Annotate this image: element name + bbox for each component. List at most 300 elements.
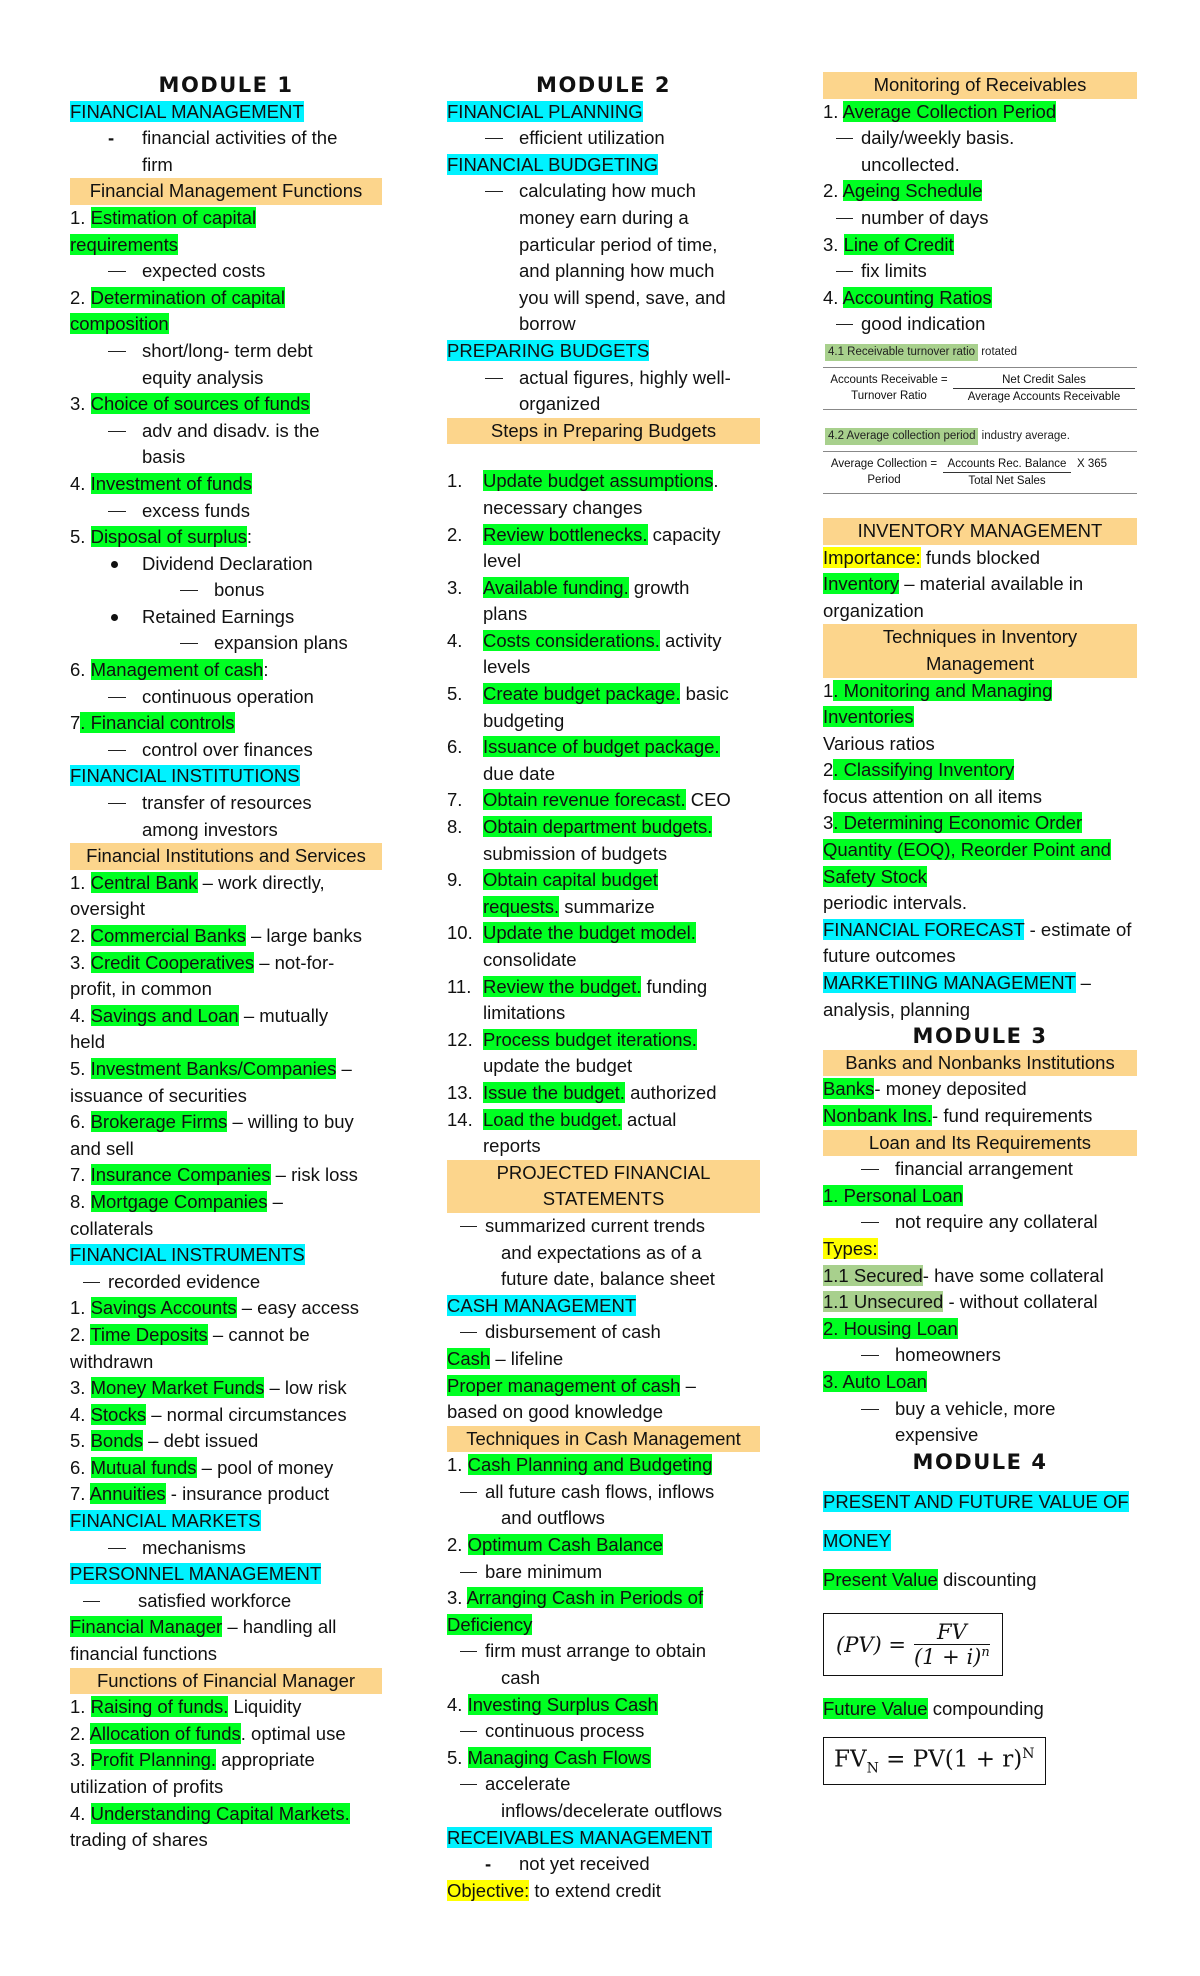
note: future outcomes xyxy=(823,945,956,967)
monitoring-item xyxy=(823,99,1137,126)
list-item-desc: – xyxy=(336,1057,352,1079)
note: actual figures, highly well- xyxy=(447,365,760,392)
inventory-technique xyxy=(823,678,1137,705)
inventory-technique-label: . Monitoring and Managing xyxy=(833,679,1053,701)
step-desc: level xyxy=(483,550,522,572)
note: homeowners xyxy=(823,1342,1137,1369)
list-item-desc: – debt issued xyxy=(143,1430,259,1452)
note: financial functions xyxy=(70,1643,218,1665)
note: you will spend, save, and xyxy=(519,286,726,308)
inventory-technique-label: Quantity (EOQ), Reorder Point and xyxy=(823,839,1111,861)
inventory-technique-label: . Classifying Inventory xyxy=(833,759,1015,781)
note: excess funds xyxy=(70,498,382,525)
step-desc: submission of budgets xyxy=(483,842,668,864)
list-item-desc: – mutually xyxy=(238,1004,329,1026)
step-label: Available funding. xyxy=(483,576,629,598)
future-value-line: Future Value compounding xyxy=(823,1698,1044,1720)
step-label: Obtain capital budget xyxy=(483,869,658,891)
list-item-desc: – cannot be xyxy=(207,1323,310,1345)
list-item-desc: profit, in common xyxy=(70,978,212,1000)
note: satisfied workforce xyxy=(70,1588,382,1615)
list-item-desc: – low risk xyxy=(264,1377,347,1399)
step-label: Process budget iterations. xyxy=(483,1028,697,1050)
list-item xyxy=(70,1801,382,1828)
list-item-label: Annuities xyxy=(89,1483,166,1505)
note: organization xyxy=(823,599,924,621)
list-number: 2. xyxy=(70,925,91,946)
list-item xyxy=(70,1295,382,1322)
step-desc: activity xyxy=(659,629,722,651)
note: future date, balance sheet xyxy=(501,1268,715,1290)
list-item-desc: – willing to buy xyxy=(227,1111,354,1133)
note: equity analysis xyxy=(142,366,264,388)
step-desc: funding xyxy=(641,975,708,997)
list-item-desc: utilization of profits xyxy=(70,1776,224,1797)
list-item-label: Savings and Loan xyxy=(90,1004,239,1026)
step-desc: summarize xyxy=(559,895,655,917)
list-item-desc: appropriate xyxy=(216,1749,315,1771)
fv-formula: $FV_N = PV(1 + r)^N$ xyxy=(823,1737,1046,1785)
step-desc: limitations xyxy=(483,1002,566,1024)
list-item xyxy=(70,870,382,897)
step-item xyxy=(447,734,760,761)
note: firm xyxy=(142,153,173,175)
step-item xyxy=(447,1027,760,1054)
step-label: Issue the budget. xyxy=(483,1081,625,1103)
cash-line: Cash – lifeline xyxy=(447,1347,564,1369)
step-number: 1. xyxy=(447,470,463,492)
note: financial arrangement xyxy=(823,1156,1137,1183)
note: firm must arrange to obtain xyxy=(447,1638,760,1665)
list-item-desc: – normal circumstances xyxy=(146,1403,347,1425)
monitoring-item xyxy=(823,285,1137,312)
marketing-line: MARKETIING MANAGEMENT – xyxy=(823,972,1091,994)
note: among investors xyxy=(142,818,278,840)
list-number: 7. xyxy=(70,1164,91,1186)
list-item-label: Central Bank xyxy=(90,871,198,893)
monitoring-label: Ageing Schedule xyxy=(842,180,983,202)
step-number: 14. xyxy=(447,1108,473,1130)
note: not require any collateral xyxy=(823,1209,1137,1236)
bullet-item: Dividend Declaration xyxy=(70,551,382,578)
note: uncollected. xyxy=(861,153,960,175)
note: transfer of resources xyxy=(70,790,382,817)
list-item xyxy=(70,1402,382,1429)
heading-preparing-budgets: PREPARING BUDGETS xyxy=(447,339,650,361)
inventory-technique xyxy=(823,864,1137,891)
step-number: 2. xyxy=(447,523,463,545)
note: inflows/decelerate outflows xyxy=(501,1800,723,1821)
column-module-3-4 xyxy=(823,72,1137,1785)
list-item: 1. Estimation of capital xyxy=(70,206,257,228)
financial-manager-line: Financial Manager – handling all xyxy=(70,1616,337,1638)
technique-label: Investing Surplus Cash xyxy=(467,1693,658,1715)
list-item-desc: – xyxy=(267,1190,283,1212)
list-number: 4. xyxy=(70,1004,91,1026)
step-item xyxy=(447,1107,760,1134)
proper-management-line: Proper management of cash – xyxy=(447,1374,696,1396)
technique-item xyxy=(447,1745,760,1772)
band-loan-requirements: Loan and Its Requirements xyxy=(823,1130,1137,1157)
note: summarized current trends xyxy=(447,1213,760,1240)
step-desc: necessary changes xyxy=(483,496,643,518)
list-item xyxy=(70,1694,382,1721)
list-number: 4. xyxy=(447,1693,468,1715)
band-monitoring-receivables: Monitoring of Receivables xyxy=(823,72,1137,99)
list-item-label: Brokerage Firms xyxy=(90,1111,228,1133)
list-number: 8. xyxy=(70,1190,91,1212)
step-label: Obtain revenue forecast. xyxy=(483,789,686,811)
step-label: Issuance of budget package. xyxy=(483,736,720,758)
step-label: Costs considerations. xyxy=(483,629,660,651)
technique-item xyxy=(447,1532,760,1559)
list-item: 3. Choice of sources of funds xyxy=(70,393,310,415)
importance-line: Importance: funds blocked xyxy=(823,546,1040,568)
module-4-heading: MODULE 4 xyxy=(912,1449,1048,1474)
step-label: Update budget assumptions xyxy=(483,470,714,492)
step-number: 13. xyxy=(447,1081,473,1103)
forecast-line: FINANCIAL FORECAST - estimate of xyxy=(823,918,1132,940)
heading-financial-markets: FINANCIAL MARKETS xyxy=(70,1510,261,1532)
list-item-label: Raising of funds. xyxy=(90,1696,229,1718)
step-item xyxy=(447,920,760,947)
note: disbursement of cash xyxy=(447,1319,760,1346)
note: focus attention on all items xyxy=(823,785,1043,807)
note: money earn during a xyxy=(519,206,689,228)
average-collection-figure: 4.2 Average collection period industry average. Average Collection = Period Accounts Rec. Balance Total Net Sales X 365 xyxy=(823,426,1137,496)
list-item-desc: – easy access xyxy=(236,1297,359,1319)
list-number: 5. xyxy=(447,1746,468,1768)
band-institutions-services: Financial Institutions and Services xyxy=(70,843,382,870)
step-desc: CEO xyxy=(685,789,731,811)
inventory-line: Inventory – material available in xyxy=(823,573,1084,595)
list-item-label: Commercial Banks xyxy=(90,925,246,946)
technique-item xyxy=(447,1585,760,1612)
inventory-technique-label: Safety Stock xyxy=(823,865,927,887)
step-item xyxy=(447,814,760,841)
module-3-heading: MODULE 3 xyxy=(912,1024,1048,1049)
band-techniques-cash: Techniques in Cash Management xyxy=(447,1426,760,1453)
list-item-desc: - insurance product xyxy=(165,1483,330,1505)
heading-financial-management: FINANCIAL MANAGEMENT xyxy=(70,100,304,122)
note: basis xyxy=(142,446,186,468)
technique-label: Arranging Cash in Periods of xyxy=(466,1587,704,1609)
note: and expectations as of a xyxy=(501,1241,702,1263)
list-item-desc: withdrawn xyxy=(70,1350,154,1372)
note: and outflows xyxy=(501,1507,605,1529)
step-item xyxy=(447,867,760,894)
pv-formula: (PV) = $\frac{FV}{(1 + i)^n}$ xyxy=(823,1613,1003,1676)
step-desc: reports xyxy=(483,1135,541,1157)
step-label: Update the budget model. xyxy=(483,922,696,944)
note: good indication xyxy=(823,311,1137,338)
list-number: 7. xyxy=(70,1483,90,1505)
personal-loan-label: 1. Personal Loan xyxy=(823,1184,963,1206)
techniques-list xyxy=(447,1452,760,1824)
list-item-label: Time Deposits xyxy=(90,1323,208,1345)
step-item xyxy=(447,468,760,495)
heading-financial-institutions: FINANCIAL INSTITUTIONS xyxy=(70,765,300,787)
technique-label: Cash Planning and Budgeting xyxy=(467,1454,713,1476)
list-item: 5. Disposal of surplus: xyxy=(70,526,253,548)
list-number: 2. xyxy=(70,1722,90,1744)
heading-money: MONEY xyxy=(823,1529,891,1551)
list-item-desc: . optimal use xyxy=(240,1722,346,1744)
list-item-label: Mortgage Companies xyxy=(90,1190,268,1212)
step-item-cont xyxy=(447,894,760,921)
step-number: 8. xyxy=(447,816,463,838)
housing-loan-label: 2. Housing Loan xyxy=(823,1317,958,1339)
note: expected costs xyxy=(70,258,382,285)
step-desc: due date xyxy=(483,762,556,784)
list-number: 3 xyxy=(823,812,834,834)
fm-functions-list xyxy=(70,1694,382,1854)
step-number: 9. xyxy=(447,869,463,891)
note: continuous process xyxy=(447,1718,760,1745)
note: expansion plans xyxy=(70,630,382,657)
list-number: 5. xyxy=(70,1057,91,1079)
list-item xyxy=(70,923,382,950)
note: Various ratios xyxy=(823,732,935,754)
list-number: 6. xyxy=(70,1456,91,1478)
institutions-list xyxy=(70,870,382,1242)
list-item xyxy=(70,1481,382,1508)
list-item: 6. Management of cash: xyxy=(70,659,269,681)
note: expensive xyxy=(895,1424,979,1446)
technique-label: Optimum Cash Balance xyxy=(467,1534,663,1556)
list-number: 1. xyxy=(447,1454,468,1476)
list-number: 1. xyxy=(70,1696,91,1718)
module-1-heading: MODULE 1 xyxy=(158,73,294,97)
note: adv and disadv. is the xyxy=(70,418,382,445)
list-number: 2 xyxy=(823,759,834,781)
list-item-label: Investment Banks/Companies xyxy=(90,1057,337,1079)
note: analysis, planning xyxy=(823,998,971,1020)
note: bonus xyxy=(70,577,382,604)
technique-label: Deficiency xyxy=(447,1613,533,1635)
step-label: Create budget package. xyxy=(483,683,681,705)
auto-loan-label: 3. Auto Loan xyxy=(823,1370,927,1392)
list-number: 3. xyxy=(447,1587,467,1609)
list-item-desc: trading of shares xyxy=(70,1829,208,1851)
list-number: 3. xyxy=(70,1377,91,1399)
step-label: Obtain department budgets. xyxy=(483,816,713,838)
bullet-item: Retained Earnings xyxy=(70,604,382,631)
note: all future cash flows, inflows xyxy=(447,1479,760,1506)
steps-list xyxy=(447,468,760,1159)
list-item: 7. Financial controls xyxy=(70,712,235,734)
band-inventory-management: INVENTORY MANAGEMENT xyxy=(823,518,1137,545)
note: - not yet received xyxy=(447,1851,760,1878)
note: number of days xyxy=(823,205,1137,232)
step-desc: authorized xyxy=(624,1081,717,1103)
note: control over finances xyxy=(70,737,382,764)
heading-receivables-management: RECEIVABLES MANAGEMENT xyxy=(447,1826,712,1848)
list-item-label: Understanding Capital Markets. xyxy=(90,1802,350,1824)
step-desc: actual xyxy=(621,1108,677,1130)
list-item-label: Stocks xyxy=(90,1403,147,1425)
list-number: 1. xyxy=(823,100,843,122)
step-desc: . xyxy=(713,470,719,492)
step-number: 11. xyxy=(447,975,472,997)
step-desc: budgeting xyxy=(483,709,565,731)
step-number: 6. xyxy=(447,736,463,758)
band-financial-management-functions: Financial Management Functions xyxy=(70,178,382,205)
list-item xyxy=(70,1003,382,1030)
list-number: 1. xyxy=(70,871,91,893)
heading-personnel-management: PERSONNEL MANAGEMENT xyxy=(70,1563,322,1585)
list-number: 1. xyxy=(70,1297,91,1319)
technique-item xyxy=(447,1452,760,1479)
step-label: Load the budget. xyxy=(483,1108,622,1130)
note: - financial activities of the xyxy=(70,125,382,152)
list-number: 6. xyxy=(70,1111,91,1133)
list-item xyxy=(70,1428,382,1455)
list-number: 4. xyxy=(70,1802,91,1824)
column-module-2 xyxy=(447,72,760,1904)
list-item xyxy=(70,1455,382,1482)
note: efficient utilization xyxy=(447,125,760,152)
step-item xyxy=(447,575,760,602)
note: cash xyxy=(501,1667,541,1689)
heading-financial-instruments: FINANCIAL INSTRUMENTS xyxy=(70,1244,305,1266)
step-number: 4. xyxy=(447,629,463,651)
list-number: 3. xyxy=(70,1749,91,1771)
list-item-desc: and sell xyxy=(70,1137,134,1159)
list-number: 2. xyxy=(447,1534,468,1556)
technique-label: Managing Cash Flows xyxy=(467,1746,651,1768)
list-item-desc: oversight xyxy=(70,898,146,920)
note: short/long- term debt xyxy=(70,338,382,365)
monitoring-label: Average Collection Period xyxy=(842,100,1057,122)
technique-item xyxy=(447,1692,760,1719)
inventory-techniques-list xyxy=(823,678,1137,917)
list-number: 2. xyxy=(70,1323,91,1345)
step-desc: plans xyxy=(483,603,528,625)
list-item xyxy=(70,1721,382,1748)
step-number: 3. xyxy=(447,576,463,598)
heading-financial-planning: FINANCIAL PLANNING xyxy=(447,100,643,122)
step-number: 12. xyxy=(447,1028,473,1050)
note: daily/weekly basis. xyxy=(823,125,1137,152)
step-item xyxy=(447,787,760,814)
list-item-label: Insurance Companies xyxy=(90,1164,271,1186)
step-item xyxy=(447,974,760,1001)
list-item-desc: – large banks xyxy=(245,925,363,946)
note: buy a vehicle, more xyxy=(823,1396,1137,1423)
list-number: 1 xyxy=(823,679,834,701)
list-item xyxy=(70,1056,382,1083)
technique-item-cont xyxy=(447,1612,760,1639)
note: particular period of time, xyxy=(519,233,718,255)
list-item-desc: held xyxy=(70,1031,105,1053)
note: accelerate xyxy=(447,1771,760,1798)
step-desc: consolidate xyxy=(483,949,577,970)
step-item xyxy=(447,628,760,655)
heading-cash-management: CASH MANAGEMENT xyxy=(447,1294,637,1316)
heading-financial-budgeting: FINANCIAL BUDGETING xyxy=(447,153,659,175)
step-item xyxy=(447,1080,760,1107)
objective-line: Objective: to extend credit xyxy=(447,1879,661,1901)
monitoring-label: Line of Credit xyxy=(843,233,954,255)
note: fix limits xyxy=(823,258,1137,285)
step-desc: capacity xyxy=(647,523,721,545)
note: bare minimum xyxy=(447,1559,760,1586)
inventory-technique xyxy=(823,837,1137,864)
list-item-label: Money Market Funds xyxy=(90,1377,265,1399)
list-item xyxy=(70,1189,382,1216)
step-number: 5. xyxy=(447,683,463,705)
step-item xyxy=(447,522,760,549)
band-banks-nonbanks: Banks and Nonbanks Institutions xyxy=(823,1050,1137,1077)
note: based on good knowledge xyxy=(447,1401,664,1423)
list-item: 4. Investment of funds xyxy=(70,472,253,494)
inventory-technique xyxy=(823,704,1137,731)
inventory-technique xyxy=(823,810,1137,837)
note: organized xyxy=(519,393,601,415)
note: periodic intervals. xyxy=(823,892,967,914)
list-item-desc: – pool of money xyxy=(196,1456,334,1478)
list-item-desc: collaterals xyxy=(70,1217,154,1239)
band-techniques-inventory: Techniques in Inventory Management xyxy=(823,624,1137,677)
list-item-label: Allocation of funds xyxy=(89,1722,241,1744)
band-projected-statements: PROJECTED FINANCIAL STATEMENTS xyxy=(447,1160,760,1213)
list-item xyxy=(70,1747,382,1774)
receivable-turnover-figure: 4.1 Receivable turnover ratio rotated Accounts Receivable = Turnover Ratio Net Credit Sales Average Accounts Receivable xyxy=(823,342,1137,412)
list-item-desc: Liquidity xyxy=(228,1696,302,1718)
list-number: 4. xyxy=(70,1403,91,1425)
step-desc: levels xyxy=(483,656,531,678)
heading-present-future-value: PRESENT AND FUTURE VALUE OF xyxy=(823,1491,1129,1513)
unsecured-line: 1.1 Unsecured - without collateral xyxy=(823,1291,1098,1313)
monitoring-list xyxy=(823,99,1137,338)
step-label: requests. xyxy=(483,895,560,917)
note: mechanisms xyxy=(70,1535,382,1562)
note: borrow xyxy=(519,313,576,335)
list-item-label: Credit Cooperatives xyxy=(90,951,255,973)
list-number: 2. xyxy=(823,180,843,202)
module-2-heading: MODULE 2 xyxy=(536,73,671,97)
list-item-label: composition xyxy=(70,313,169,335)
step-number: 7. xyxy=(447,789,463,811)
secured-line: 1.1 Secured- have some collateral xyxy=(823,1264,1104,1286)
list-number: 3. xyxy=(70,951,91,973)
step-item xyxy=(447,681,760,708)
step-label: Review bottlenecks. xyxy=(483,523,648,545)
list-item-label: requirements xyxy=(70,233,178,255)
types-label: Types: xyxy=(823,1237,878,1259)
list-number: 4. xyxy=(823,286,843,308)
band-functions-financial-manager: Functions of Financial Manager xyxy=(70,1668,382,1695)
band-steps-preparing-budgets: Steps in Preparing Budgets xyxy=(447,418,760,445)
note: and planning how much xyxy=(519,260,715,282)
list-item-desc: – risk loss xyxy=(270,1164,358,1186)
instruments-list xyxy=(70,1295,382,1508)
column-module-1 xyxy=(70,72,382,1854)
present-value-line: Present Value discounting xyxy=(823,1568,1037,1590)
monitoring-item xyxy=(823,232,1137,259)
list-item-label: Bonds xyxy=(90,1430,144,1452)
list-item xyxy=(70,1375,382,1402)
list-number: 5. xyxy=(70,1430,91,1452)
list-item-desc: – work directly, xyxy=(197,871,325,893)
step-desc: basic xyxy=(680,683,729,705)
list-item-label: Mutual funds xyxy=(90,1456,197,1478)
inventory-technique-label: . Determining Economic Order xyxy=(833,812,1083,834)
list-item xyxy=(70,1322,382,1349)
list-item-desc: – not-for- xyxy=(254,951,335,973)
nonbanks-line: Nonbank Ins.- fund requirements xyxy=(823,1105,1093,1126)
